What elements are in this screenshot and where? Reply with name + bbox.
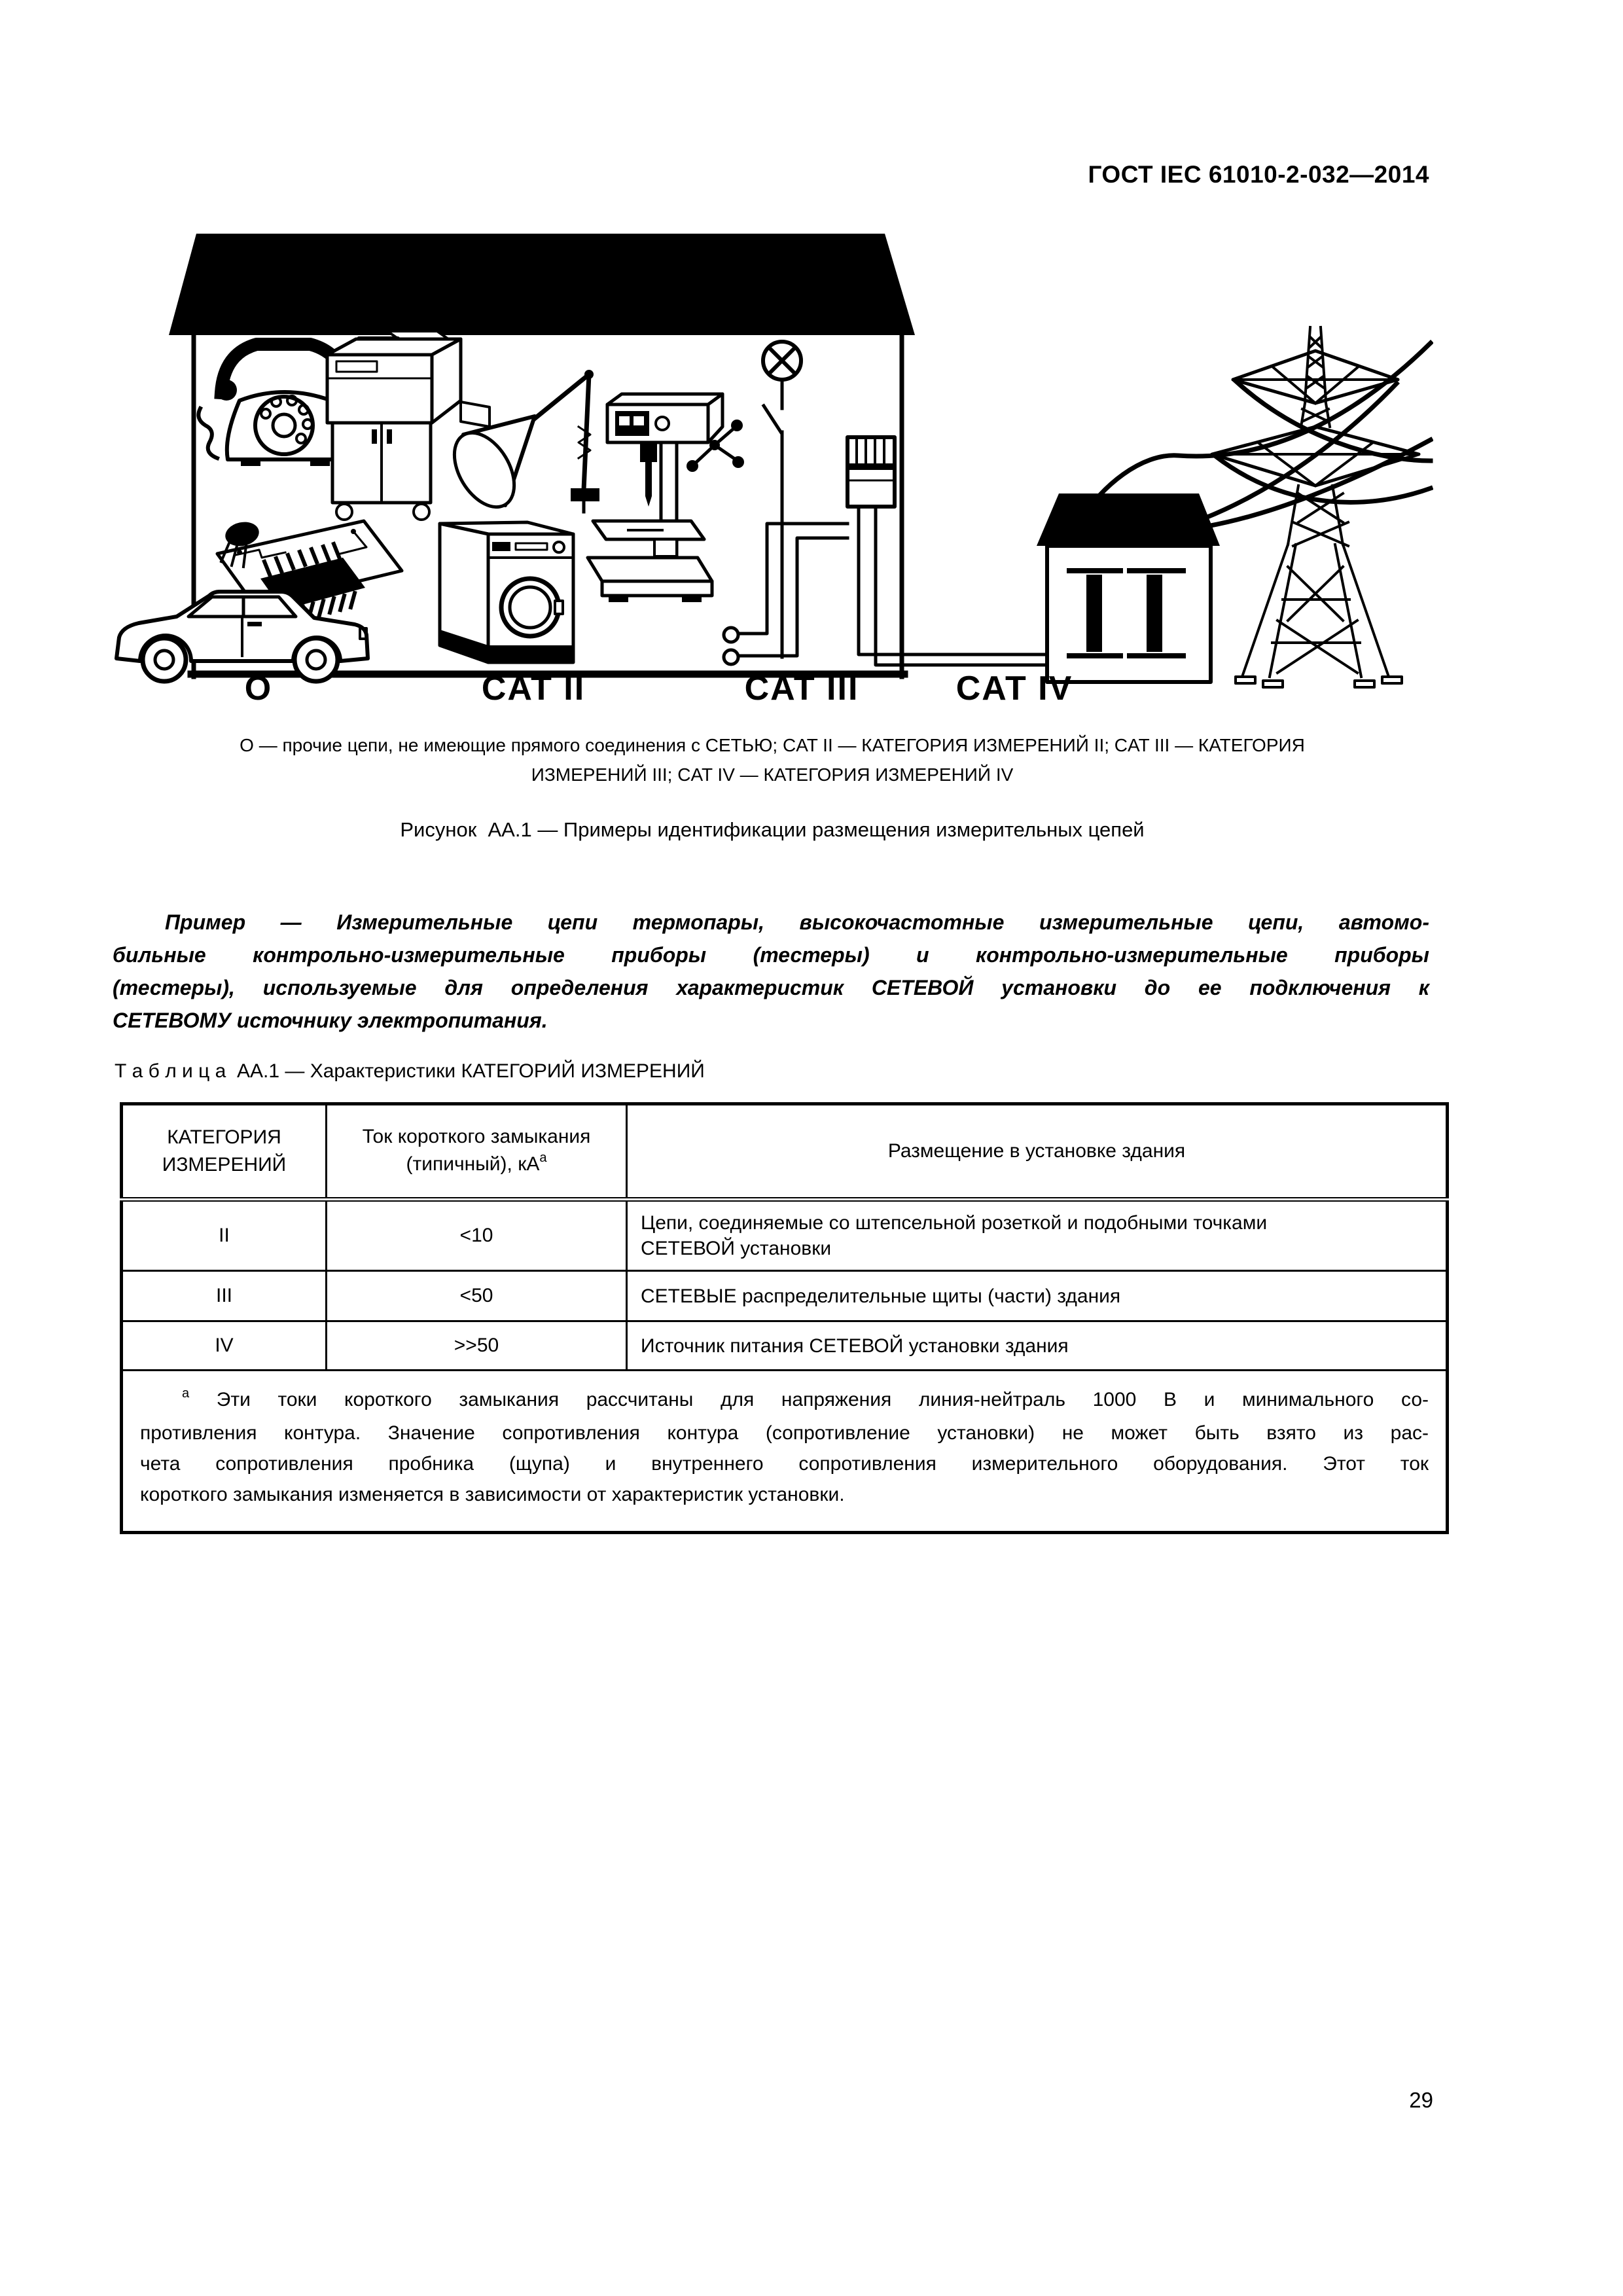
- figure-illustration: [111, 229, 1433, 717]
- header-short-circuit-current: Ток короткого замыкания (типичный), $кА^а$: [327, 1104, 627, 1200]
- current-cell: <10: [327, 1200, 627, 1271]
- table-footnote: [122, 1371, 1448, 1533]
- doc-number-header: ГОСТ IEC 61010-2-032—2014: [1088, 161, 1429, 188]
- figure-label-cat4: CAT IV: [955, 670, 1073, 708]
- photocopier-icon: [327, 331, 490, 520]
- location-cell: Источник питания СЕТЕВОЙ установки здания: [627, 1321, 1448, 1371]
- figure-label-cat2: CAT II: [481, 670, 586, 708]
- figure-caption: Рисунок АА.1 — Примеры идентификации размещения измерительных цепей: [400, 818, 1145, 841]
- table-header-row: [122, 1104, 1448, 1200]
- footnote-marker: а: [182, 1386, 190, 1401]
- desk-lamp-icon: [442, 370, 599, 518]
- table-aa1: [120, 1102, 1449, 1534]
- figure-note: [111, 730, 1433, 789]
- footnote-line: чета сопротивления пробника (щупа) и внутреннего сопротивления измерительного оборудования. Этот ток: [140, 1453, 1429, 1475]
- example-line: (тестеры), используемые для определения характеристик СЕТЕВОЙ установки до ее подключения к: [113, 976, 1429, 999]
- figure-note-line: ИЗМЕРЕНИЙ III; CAT IV — КАТЕГОРИЯ ИЗМЕРЕНИЙ IV: [531, 764, 1014, 785]
- lamp-circuit-symbol-icon: [763, 342, 801, 657]
- footnote-line: короткого замыкания изменяется в зависимости от характеристик установки.: [140, 1484, 845, 1505]
- header-location: Размещение в установке здания: [627, 1104, 1448, 1200]
- table-title: Т а б л и ц а АА.1 — Характеристики КАТЕГОРИЙ ИЗМЕРЕНИЙ: [115, 1060, 705, 1082]
- current-cell: >>50: [327, 1321, 627, 1371]
- current-cell: <50: [327, 1271, 627, 1321]
- table-row: [122, 1321, 1448, 1371]
- category-cell: II: [122, 1200, 327, 1271]
- wiring-lines: [724, 505, 1047, 665]
- transformer-substation-icon: [1037, 493, 1220, 682]
- drill-press-icon: [588, 394, 744, 602]
- location-cell: СЕТЕВЫЕ распределительные щиты (части) здания: [627, 1271, 1448, 1321]
- example-line: СЕТЕВОМУ источнику электропитания.: [113, 1009, 548, 1032]
- header-category: КАТЕГОРИЯ ИЗМЕРЕНИЙ: [122, 1104, 327, 1200]
- table-row: [122, 1200, 1448, 1271]
- table-footnote-row: [122, 1371, 1448, 1533]
- location-cell: Цепи, соединяемые со штепсельной розеткой и подобными точками СЕТЕВОЙ установки: [627, 1200, 1448, 1271]
- example-line: Пример — Измерительные цепи термопары, высокочастотные измерительные цепи, автомо-: [165, 910, 1429, 934]
- footnote-marker: а: [539, 1150, 547, 1165]
- footnote-line: $^а$ Эти токи короткого замыкания рассчитаны для напряжения линия-нейтраль 1000 В и минимального со-: [182, 1386, 1429, 1410]
- category-cell: IV: [122, 1321, 327, 1371]
- example-line: бильные контрольно-измерительные приборы (тестеры) и контрольно-измерительные приборы: [113, 943, 1429, 967]
- figure-aa1: [111, 229, 1433, 717]
- footnote-line: противления контура. Значение сопротивления контура (сопротивление установки) не может быть взято из рас-: [140, 1422, 1429, 1444]
- washing-machine-icon: [440, 522, 573, 662]
- figure-label-o: O: [244, 670, 273, 708]
- page-number: 29: [1409, 2088, 1433, 2112]
- example-paragraph: [113, 906, 1429, 1037]
- fuse-panel-icon: [847, 437, 895, 507]
- category-cell: III: [122, 1271, 327, 1321]
- figure-note-line: О — прочие цепи, не имеющие прямого соединения с СЕТЬЮ; CAT II — КАТЕГОРИЯ ИЗМЕРЕНИЙ II; CAT III — КАТЕГОРИЯ: [240, 735, 1305, 755]
- figure-label-cat3: CAT III: [744, 670, 859, 708]
- table-row: [122, 1271, 1448, 1321]
